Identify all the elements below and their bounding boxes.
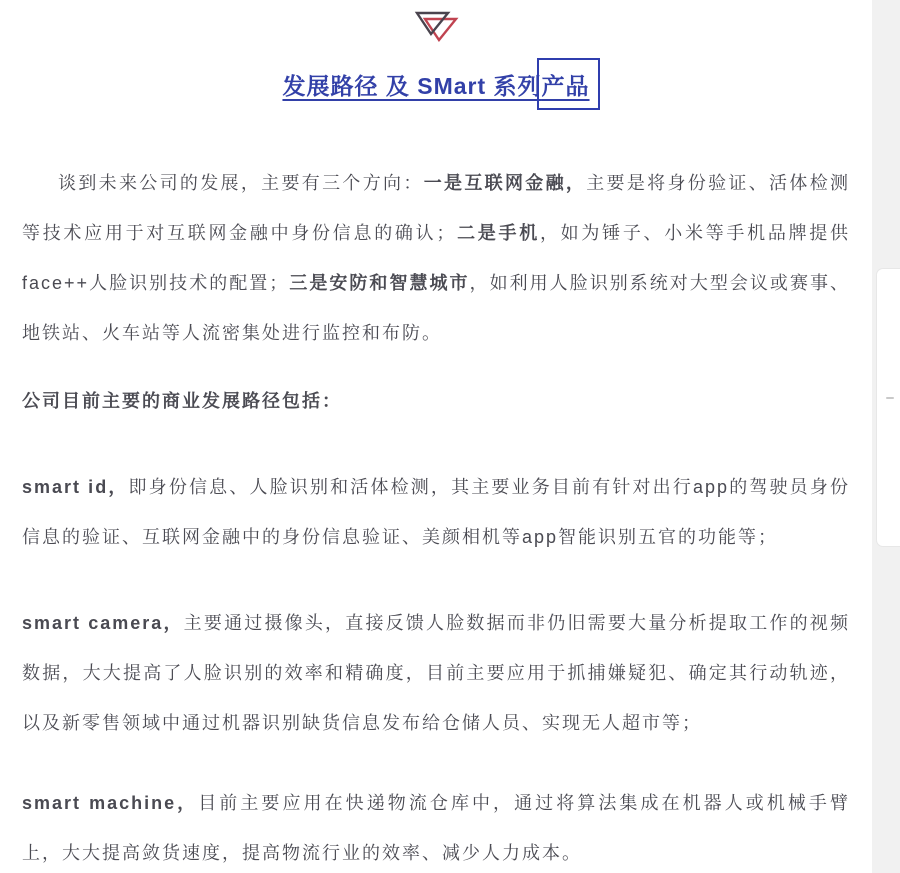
text-run: 目前主要应用在快递物流仓库中，通过将算法集成在机器人或机械手臂上，大大提高敛货速度，提高物流行业的效率、减少人力成本。 bbox=[22, 793, 850, 863]
text-run: ，如利用人脸识别系统对大型会议或赛事、地铁站、火车站等人流密集处进行监控和布防。 bbox=[22, 273, 850, 343]
text-run-bold: 二是手机 bbox=[456, 223, 540, 243]
side-gutter bbox=[872, 0, 900, 873]
double-triangle-down-icon bbox=[413, 10, 459, 42]
article-body bbox=[22, 0, 850, 873]
article-content bbox=[22, 158, 850, 873]
article-title-link[interactable] bbox=[282, 73, 589, 99]
text-run-bold: smart id， bbox=[22, 477, 129, 497]
paragraph-section-heading: 公司目前主要的商业发展路径包括： bbox=[22, 391, 342, 411]
text-run-bold: 三是安防和智慧城市 bbox=[289, 273, 470, 293]
paragraph-smart-id bbox=[22, 462, 850, 562]
text-run: 主要是将身份验证、活体检测等技术应用于对互联网金融中身份信息的确认； bbox=[22, 173, 851, 243]
text-run: 谈到未来公司的发展，主要有三个方向： bbox=[58, 173, 424, 193]
text-run-bold: smart machine， bbox=[22, 793, 199, 813]
title-boxed-label: 产品 bbox=[541, 73, 590, 99]
collapsed-side-panel[interactable] bbox=[876, 268, 900, 547]
title-boxed-text bbox=[542, 73, 590, 99]
text-run: ，如为锤子、小米等手机品牌提供face++人脸识别技术的配置； bbox=[22, 223, 851, 293]
text-run: 即身份信息、人脸识别和活体检测，其主要业务目前有针对出行app的驾驶员身份信息的验证、互联网金融中的身份信息验证、美颜相机等app智能识别五官的功能等； bbox=[22, 477, 851, 547]
logo-row bbox=[22, 10, 850, 40]
paragraph-intro bbox=[22, 158, 850, 358]
paragraph-smart-machine bbox=[22, 778, 850, 873]
title-row bbox=[22, 68, 850, 108]
title-main-text: 发展路径 及 SMart 系列 bbox=[282, 73, 542, 99]
drag-handle-dash-icon bbox=[886, 397, 894, 399]
paragraph-smart-camera bbox=[22, 598, 850, 748]
text-run: 主要通过摄像头，直接反馈人脸数据而非仍旧需要大量分析提取工作的视频数据，大大提高了人脸识别的效率和精确度，目前主要应用于抓捕嫌疑犯、确定其行动轨迹，以及新零售领域中通过机器识别缺货信息发布给仓储人员、实现无人超市等； bbox=[22, 613, 850, 733]
text-run-bold: 一是互联网金融， bbox=[423, 173, 587, 193]
text-run-bold: smart camera， bbox=[22, 613, 184, 633]
